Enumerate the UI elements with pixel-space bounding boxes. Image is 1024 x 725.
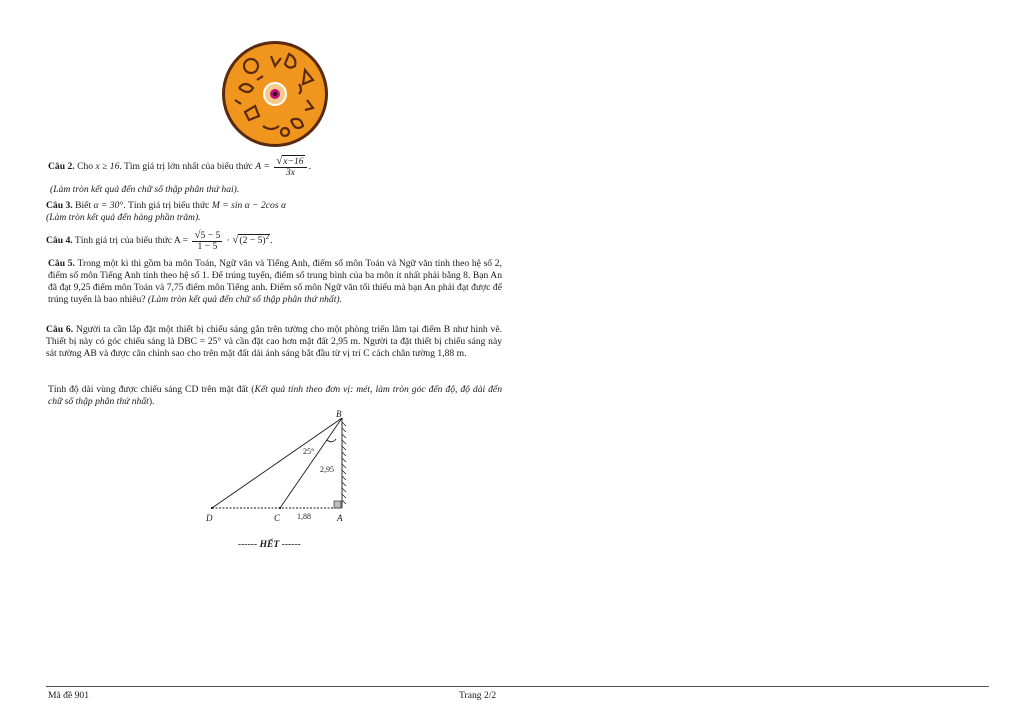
multiply-dot: ·: [226, 235, 230, 247]
question-label: Câu 3.: [46, 200, 73, 211]
height-label: 2,95: [320, 465, 334, 474]
segment-BD: [212, 418, 342, 508]
footer-divider: [46, 686, 989, 687]
question-label: Câu 4.: [46, 235, 73, 247]
radical: $(2 - 5)^2$: [239, 233, 270, 247]
expression: M = sin α − 2cos α: [211, 200, 287, 211]
angle-arc: [327, 439, 336, 442]
fraction: $\frac{√x-16}{3x}$: [274, 156, 306, 178]
numerator: x−16: [283, 156, 304, 167]
label-B: B: [336, 409, 342, 419]
exponent: 2: [265, 233, 270, 242]
question-5: [48, 258, 502, 306]
task-note: Kết quả tính theo đơn vị: mét, làm tròn góc đến độ, độ dài đến chữ số thập phân thứ nhất: [48, 384, 502, 407]
label-A: A: [337, 513, 343, 523]
label-C: C: [274, 513, 281, 523]
condition: α = 30°: [93, 200, 124, 211]
question-text: Trong một kì thi gồm ba môn Toán, Ngữ văn và Tiếng Anh, điểm số môn Toán và Ngữ văn tính theo hệ số 2, điểm số môn Tiếng Anh tính theo hệ số 1. Để trúng tuyển, điểm số trung bình của ba môn ít nhất phải bằng 8. Bạn An đã đạt 9,25 điểm môn Toán và 7,75 điểm môn Tiếng anh. Điểm số môn Ngữ văn tối thiểu mà bạn An phải đạt được để trúng tuyển là bao nhiêu?: [48, 258, 502, 305]
question-label: Câu 6.: [46, 324, 74, 335]
question-2-note: (Làm tròn kết quả đến chữ số thập phân thứ hai).: [50, 184, 240, 195]
exam-code: Mã đề 901: [48, 690, 90, 701]
label-D: D: [206, 513, 213, 523]
condition: x ≥ 16: [95, 161, 120, 173]
geometry-figure: [196, 404, 366, 530]
segment-BC: [280, 418, 342, 508]
question-text: Biết: [75, 200, 92, 211]
question-note: (Làm tròn kết quả đến chữ số thập phân thứ nhất).: [147, 294, 342, 305]
task-text: Tính độ dài vùng được chiếu sáng CD trên mặt đất (: [48, 384, 255, 395]
question-text: Tính giá trị của biểu thức A =: [74, 235, 189, 247]
fraction: $\frac{√5 - 5}{1 - 5}$: [194, 229, 221, 252]
task-end: ).: [148, 396, 155, 407]
question-2: [48, 156, 311, 178]
page-number: Trang 2/2: [459, 690, 497, 701]
denominator: 1 − 5: [197, 241, 218, 252]
question-label: Câu 5.: [48, 258, 75, 269]
question-text: . Tính giá trị biểu thức: [123, 200, 210, 211]
decorative-disc-image: [221, 40, 329, 148]
base-label: 1,88: [297, 512, 311, 521]
question-text: Cho: [77, 161, 94, 173]
question-3-note: (Làm tròn kết quả đến hàng phần trăm).: [46, 212, 201, 223]
wall-hatching: [342, 422, 346, 504]
question-text: . Tìm giá trị lớn nhất của biểu thức: [119, 161, 253, 173]
end-mark: ------ HẾT ------: [238, 539, 301, 550]
question-4: Câu 4. Tính giá trị của biểu thức A = $\frac{√5 - 5}{1 - 5}$ · $√(2 - 5)^2$.: [46, 229, 273, 252]
period: .: [270, 235, 273, 247]
inner-expression: 2 − 5: [242, 235, 263, 247]
question-label: Câu 2.: [48, 161, 75, 173]
denominator: 3x: [285, 167, 295, 178]
expression-lhs: A =: [255, 161, 270, 173]
question-text: Người ta cần lắp đặt một thiết bị chiếu sáng gắn trên tường cho một phòng triển lãm tại điểm B như hình vẽ. Thiết bị này có góc chiếu sáng là DBC = 25° và cần đặt cao hơn mặt đất 2,95 m. Người ta đặt thiết bị chiếu sáng này sát tường AB và được căn chỉnh sao cho trên mặt đất dải ánh sáng bắt đầu từ vị trí C cách chân tường 1,88 m.: [46, 324, 502, 359]
numerator: 5 − 5: [200, 230, 221, 241]
right-angle-mark: [334, 501, 341, 508]
period: .: [308, 161, 311, 173]
angle-label: 25°: [303, 447, 315, 456]
question-3: [46, 200, 286, 212]
question-6: [46, 324, 502, 360]
